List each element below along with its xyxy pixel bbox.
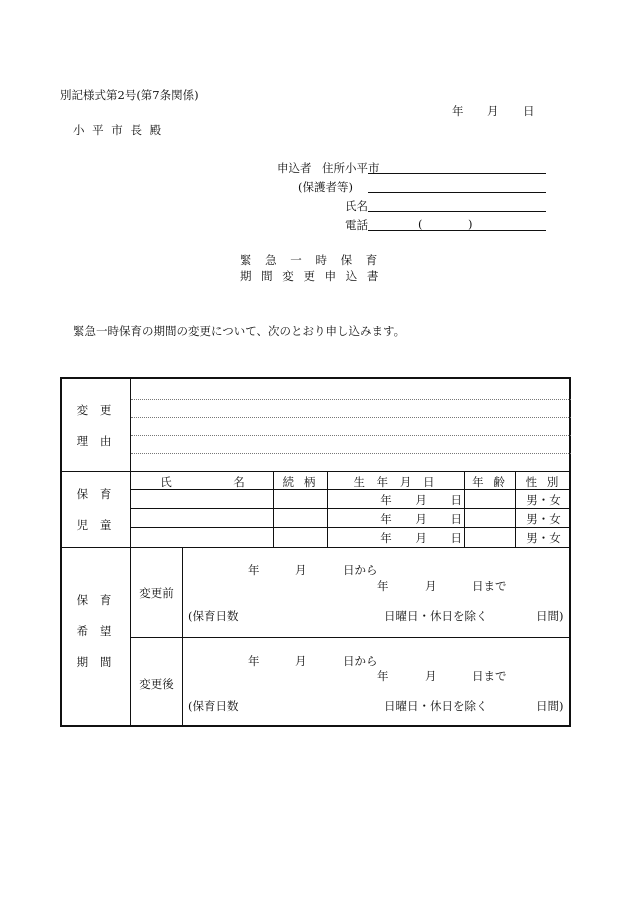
before-to-month: 月 — [425, 579, 437, 593]
reason-label-1: 変 更 — [76, 403, 116, 417]
before-days-exclude: 日曜日・休日を除く — [384, 609, 488, 623]
title-line-1: 緊 急 一 時 保 育 — [240, 253, 383, 267]
date-month: 月 — [487, 104, 499, 118]
address-label: 住所小平市 — [322, 161, 380, 175]
before-from-day: 日から — [343, 563, 378, 577]
period-label-2: 希 望 — [76, 624, 116, 638]
reason-field[interactable] — [131, 379, 571, 471]
phone-paren-open: ( — [418, 217, 423, 231]
addressee: 小 平 市 長 殿 — [73, 123, 164, 137]
phone-field[interactable] — [368, 230, 546, 231]
header-sex: 性 別 — [525, 475, 562, 489]
period-label-3: 期 間 — [76, 655, 116, 669]
header-age: 年 齢 — [472, 475, 508, 489]
before-from-year: 年 — [248, 563, 260, 577]
period-label-1: 保 育 — [76, 593, 116, 607]
header-name-2: 名 — [233, 475, 245, 489]
date-day: 日 — [523, 104, 535, 118]
intro-text: 緊急一時保育の期間の変更について、次のとおり申し込みます。 — [73, 324, 406, 338]
after-label: 変更後 — [139, 677, 174, 691]
name-field[interactable] — [368, 211, 546, 212]
child-row-3-birth: 年 月 日 — [380, 531, 462, 545]
phone-paren-close: ) — [468, 217, 473, 231]
after-days-exclude: 日曜日・休日を除く — [384, 699, 488, 713]
address-field[interactable] — [368, 173, 546, 174]
title-line-2: 期 間 変 更 申 込 書 — [240, 269, 382, 283]
header-name-1: 氏 — [160, 475, 172, 489]
after-from-year: 年 — [248, 654, 260, 668]
before-to-year: 年 — [377, 579, 389, 593]
before-label: 変更前 — [139, 586, 174, 600]
after-days-open: (保育日数 — [188, 699, 239, 713]
child-row-2-birth: 年 月 日 — [380, 512, 462, 526]
applicant-label: 申込者 — [277, 161, 312, 175]
child-row-3-sex[interactable]: 男・女 — [526, 531, 561, 545]
reason-label-2: 理 由 — [76, 434, 116, 448]
header-birth: 生 年 月 日 — [353, 475, 439, 489]
application-table — [60, 377, 571, 727]
before-to-day: 日まで — [472, 579, 507, 593]
after-from-month: 月 — [295, 654, 307, 668]
child-row-1-birth: 年 月 日 — [380, 493, 462, 507]
child-label-2: 児 童 — [76, 518, 116, 532]
after-to-month: 月 — [425, 669, 437, 683]
after-from-day: 日から — [343, 654, 378, 668]
before-days-open: (保育日数 — [188, 609, 239, 623]
phone-label: 電話 — [345, 218, 368, 232]
child-label-1: 保 育 — [76, 487, 116, 501]
form-id: 別記様式第2号(第7条関係) — [60, 88, 199, 102]
date-year: 年 — [452, 104, 464, 118]
child-row-2-sex[interactable]: 男・女 — [526, 512, 561, 526]
header-relation: 続 柄 — [282, 475, 319, 489]
guardian-label: (保護者等) — [298, 180, 353, 194]
before-days-close: 日間) — [536, 609, 564, 623]
name-label: 氏名 — [345, 199, 368, 213]
before-from-month: 月 — [295, 563, 307, 577]
after-to-year: 年 — [377, 669, 389, 683]
after-days-close: 日間) — [536, 699, 564, 713]
guardian-field[interactable] — [368, 192, 546, 193]
after-to-day: 日まで — [472, 669, 507, 683]
child-row-1-sex[interactable]: 男・女 — [526, 493, 561, 507]
